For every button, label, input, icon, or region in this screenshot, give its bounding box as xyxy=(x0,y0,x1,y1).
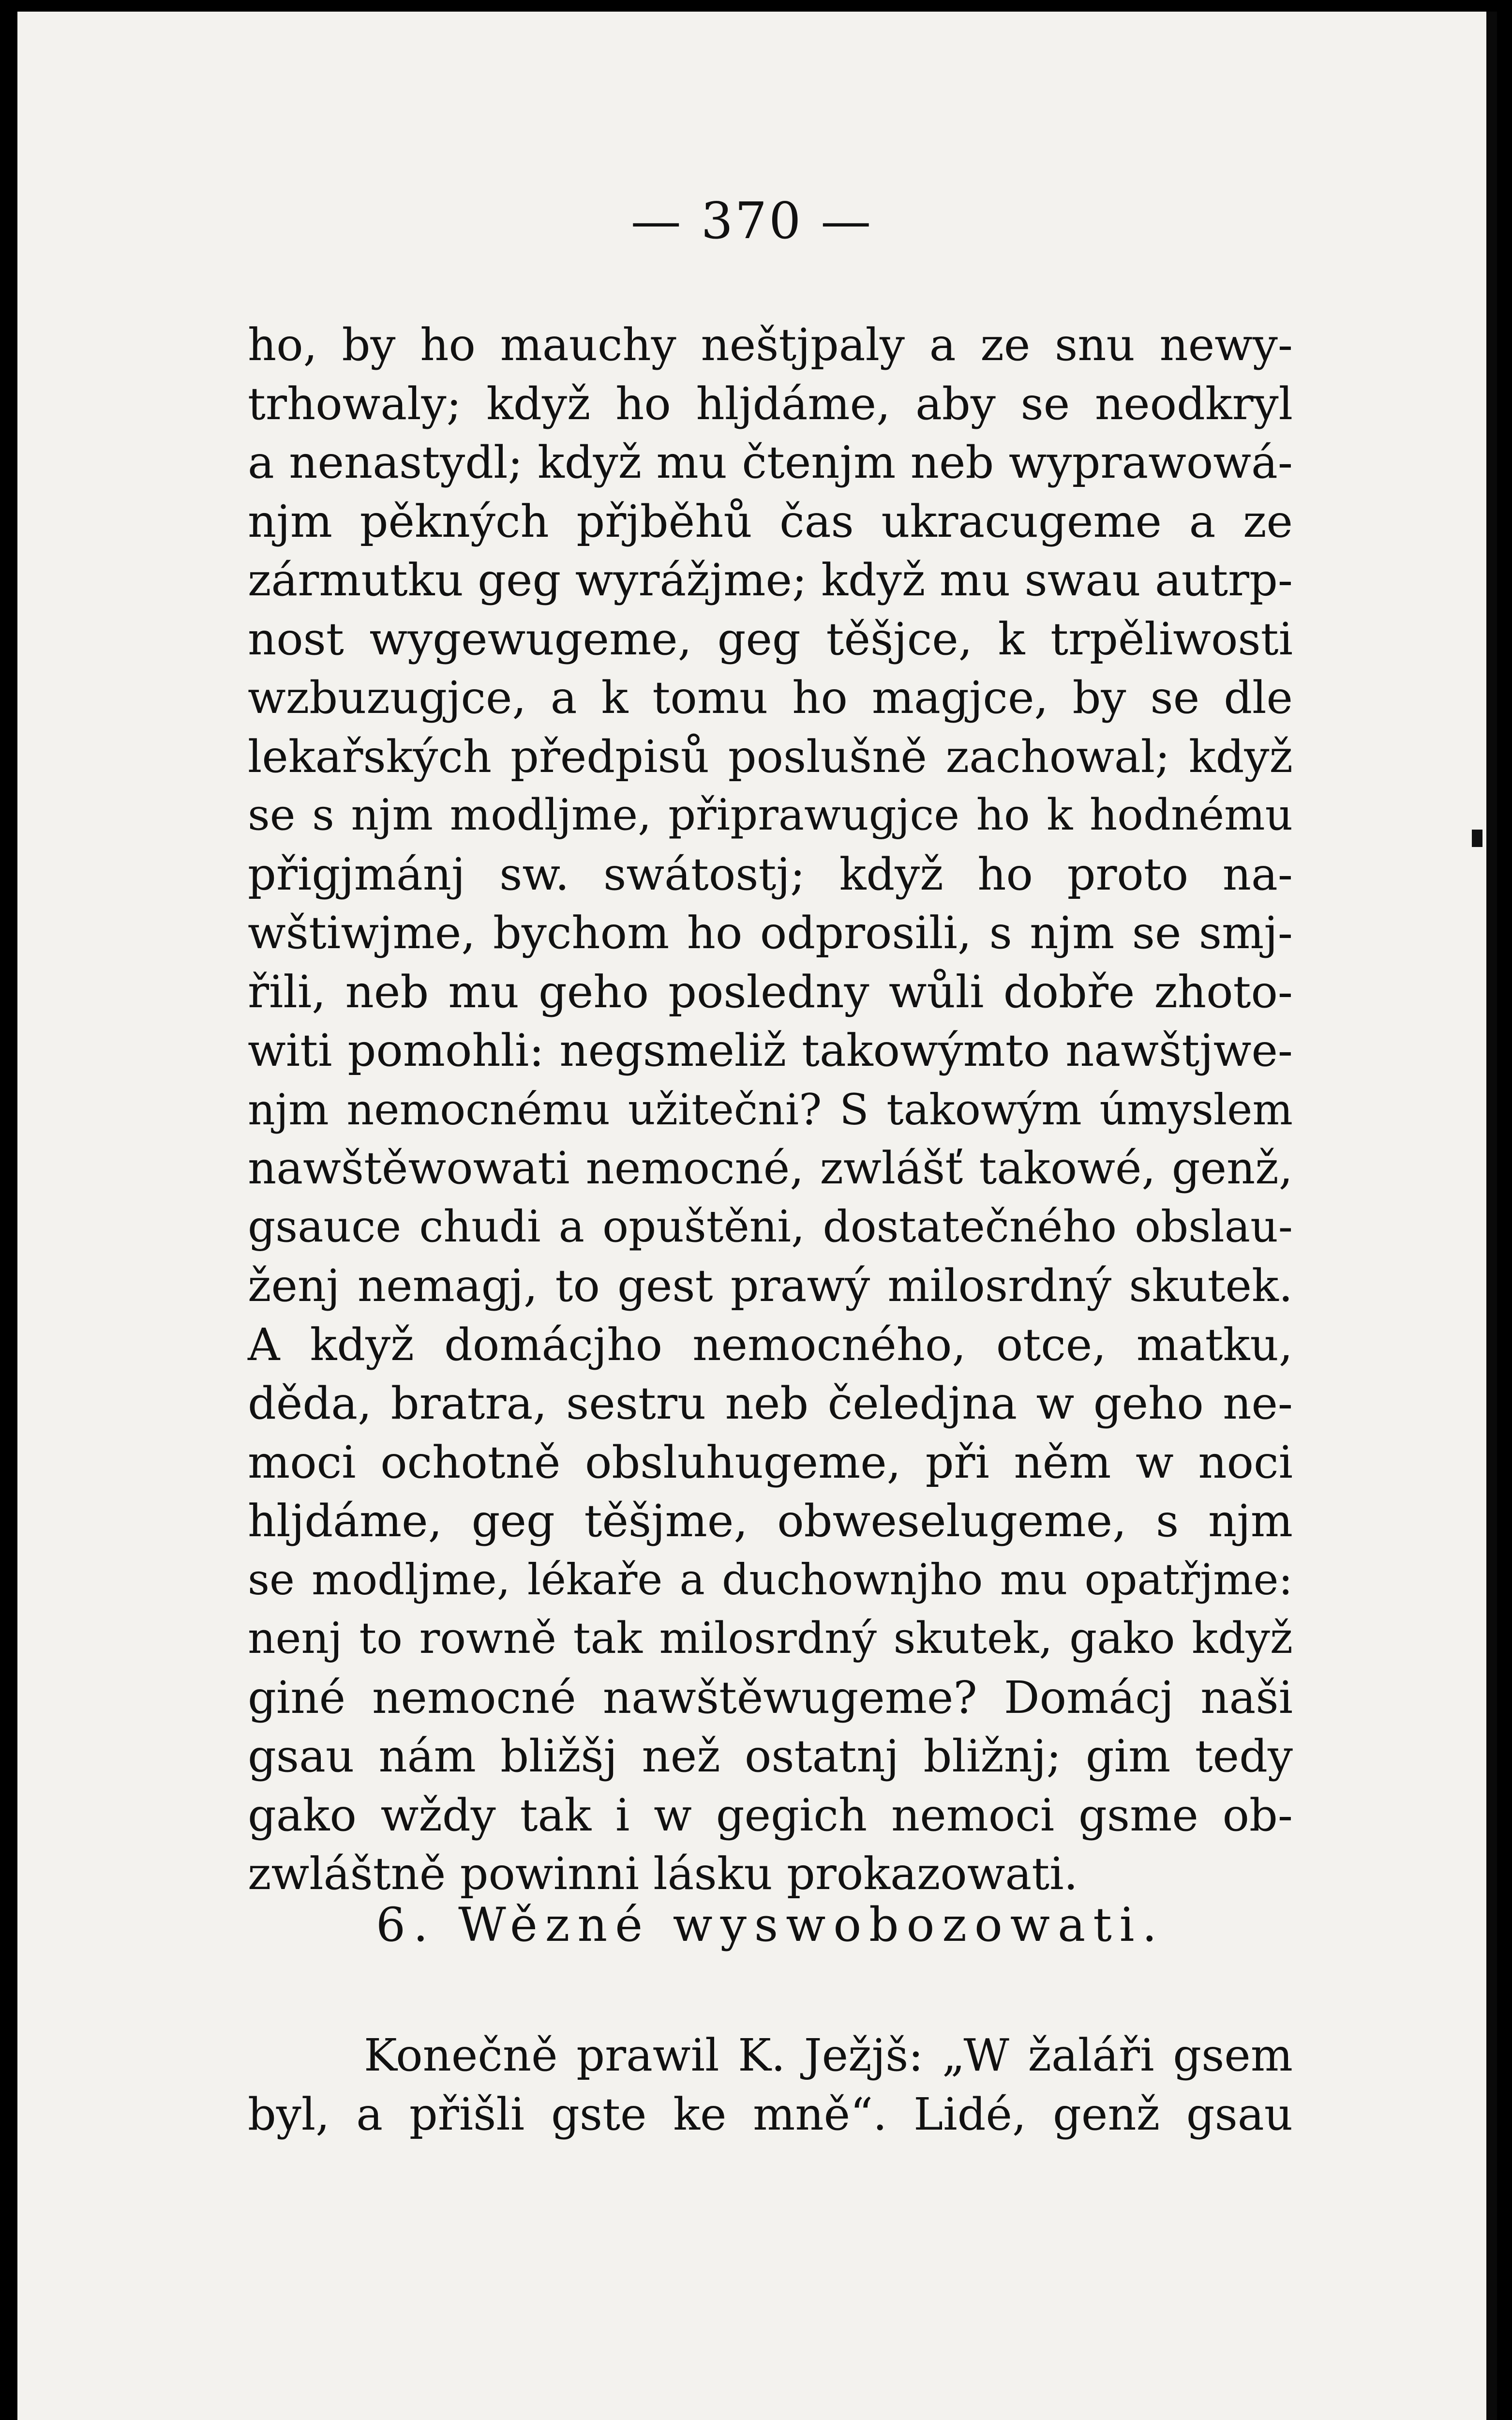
text-line: wštiwjme, bychom ho odprosili, s njm se smj- xyxy=(248,907,1293,959)
text-line: gsauce chudi a opuštěni, dostatečného obslau- xyxy=(248,1201,1293,1252)
text-line: nenj to rowně tak milosrdný skutek, gako když xyxy=(248,1613,1293,1664)
body-text xyxy=(248,316,1293,1904)
text-line: řili, neb mu geho posledny wůli dobře zhoto- xyxy=(248,966,1293,1018)
text-line: gako wždy tak i w gegich nemoci gsme ob- xyxy=(248,1789,1293,1841)
text-line: nost wygewugeme, geg těšjce, k trpěliwosti xyxy=(248,613,1293,665)
text-line: Konečně prawil K. Ježjš: „W žaláři gsem xyxy=(364,2029,1293,2081)
body-paragraph xyxy=(248,316,1293,1904)
text-line: gsau nám bližšj než ostatnj bližnj; gim tedy xyxy=(248,1730,1293,1782)
page-number: — 370 — xyxy=(630,191,873,250)
text-line: witi pomohli: negsmeliž takowýmto nawštjwe- xyxy=(248,1025,1293,1076)
text-line: se s njm modljme, připrawugjce ho k hodnému xyxy=(248,790,1293,840)
text-line: ho, by ho mauchy neštjpaly a ze snu newy- xyxy=(248,319,1293,371)
text-line: přigjmánj sw. swátostj; když ho proto na- xyxy=(248,848,1293,900)
text-line: děda, bratra, sestru neb čeledjna w geho ne- xyxy=(248,1377,1293,1429)
text-line: moci ochotně obsluhugeme, při něm w noci xyxy=(248,1436,1293,1488)
section-heading: 6. Wězné wyswobozowati. xyxy=(376,1898,1165,1952)
text-line: njm nemocnému užitečni? S takowým úmyslem xyxy=(248,1084,1293,1134)
text-line: lekařských předpisů poslušně zachowal; když xyxy=(248,730,1293,783)
text-line: zármutku geg wyrážjme; když mu swau autrp- xyxy=(248,554,1293,606)
text-line: trhowaly; když ho hljdáme, aby se neodkryl xyxy=(248,378,1293,430)
text-line: a nenastydl; když mu čtenjm neb wyprawowá- xyxy=(248,437,1293,488)
text-line: ženj nemagj, to gest prawý milosrdný skutek. xyxy=(248,1260,1293,1312)
text-line: zwláštně powinni lásku prokazowati. xyxy=(248,1848,1078,1900)
text-line: byl, a přišli gste ke mně“. Lidé, genž gsau xyxy=(248,2088,1293,2140)
text-line: nawštěwowati nemocné, zwlášť takowé, genž, xyxy=(248,1142,1293,1194)
text-line: wzbuzugjce, a k tomu ho magjce, by se dle xyxy=(248,672,1293,724)
text-line: hljdáme, geg těšjme, obweselugeme, s njm xyxy=(248,1495,1293,1547)
text-line: A když domácjho nemocného, otce, matku, xyxy=(248,1318,1293,1371)
text-line: giné nemocné nawštěwugeme? Domácj naši xyxy=(248,1671,1293,1724)
next-section-text xyxy=(248,2026,1293,2144)
edge-mark xyxy=(1472,830,1482,847)
book-page xyxy=(17,12,1497,2420)
next-paragraph xyxy=(248,2026,1293,2144)
text-line: se modljme, lékaře a duchownjho mu opatřjme: xyxy=(248,1555,1293,1604)
text-line: njm pěkných přjběhů čas ukracugeme a ze xyxy=(248,495,1293,547)
